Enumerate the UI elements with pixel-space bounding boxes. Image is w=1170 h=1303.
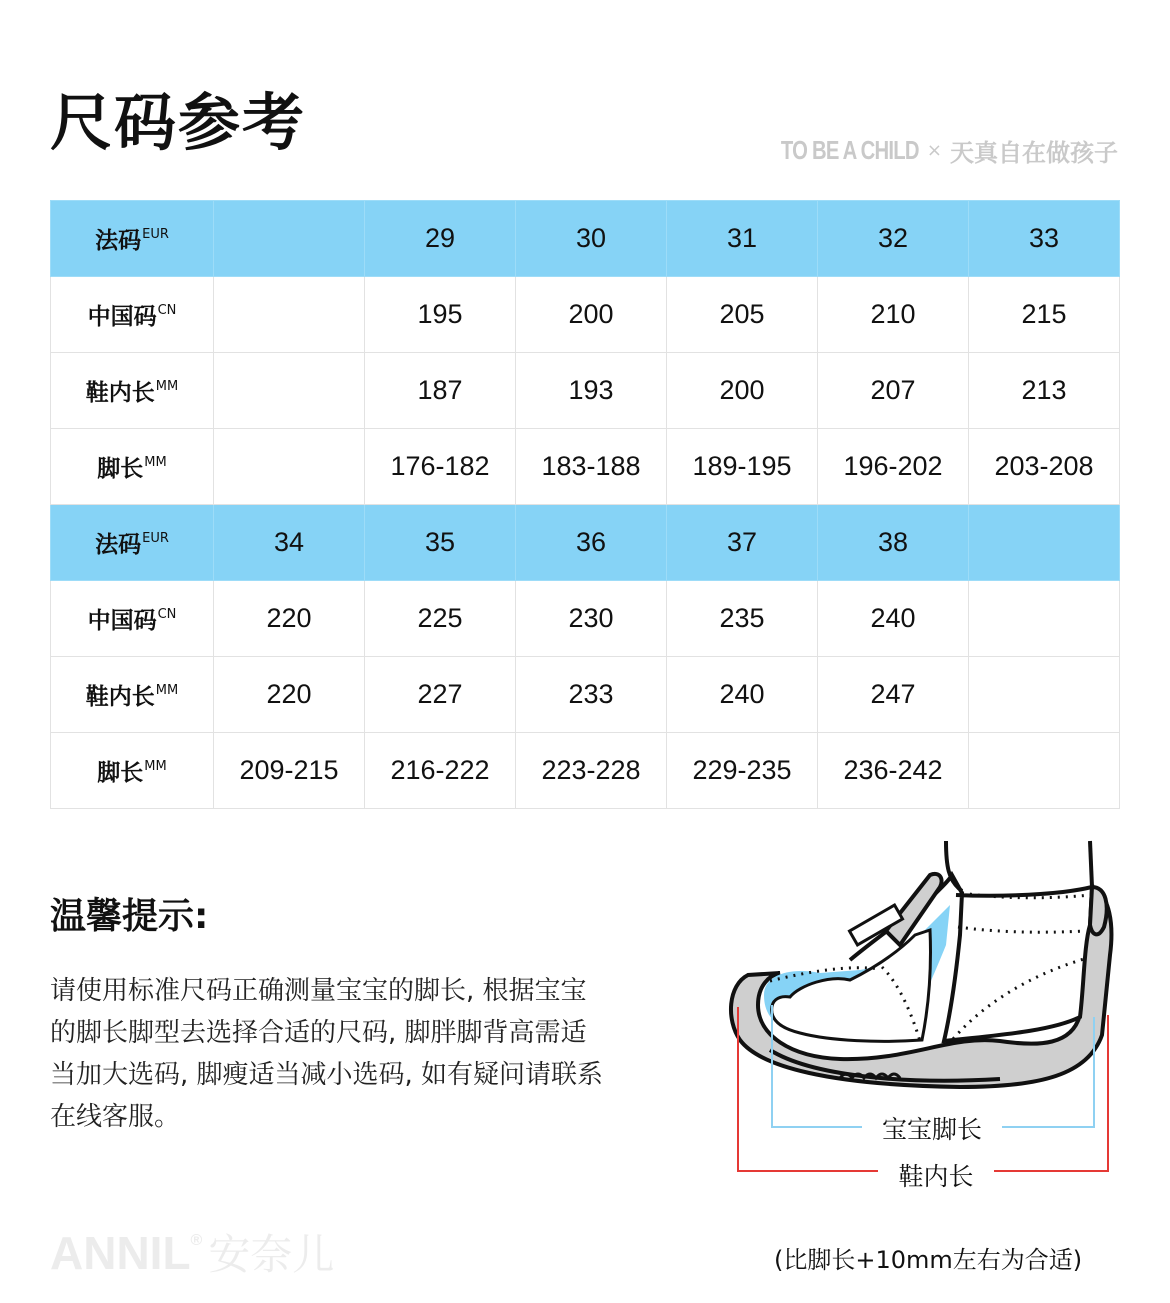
table-cell: 33 (969, 201, 1120, 277)
table-cell: 215 (969, 277, 1120, 353)
table1-foot-row (51, 429, 1120, 505)
table-cell: 210 (818, 277, 969, 353)
table1-cn-row (51, 277, 1120, 353)
slogan-separator: × (926, 140, 942, 161)
table-cell: 203-208 (969, 429, 1120, 505)
size-chart-table (50, 200, 1120, 809)
tips-body: 请使用标准尺码正确测量宝宝的脚长, 根据宝宝的脚长脚型去选择合适的尺码, 脚胖脚背高需适当加大选码, 脚瘦适当减小选码, 如有疑问请联系在线客服。 (50, 976, 604, 1132)
table-cell: 32 (818, 201, 969, 277)
table-cell (214, 429, 365, 505)
row-label-foot: 脚长$^{MM}$ (51, 429, 214, 505)
table-cell: 205 (667, 277, 818, 353)
tips-title: 温馨提示: (50, 896, 209, 937)
table-cell: 235 (667, 581, 818, 657)
table-cell: 30 (516, 201, 667, 277)
table-cell: 187 (365, 353, 516, 429)
table2-cn-row (51, 581, 1120, 657)
foot-length-label: 宝宝脚长 (862, 1110, 1002, 1146)
table-cell: 230 (516, 581, 667, 657)
table-cell: 37 (667, 505, 818, 581)
table2-inner-row (51, 657, 1120, 733)
table-cell: 247 (818, 657, 969, 733)
table-cell: 196-202 (818, 429, 969, 505)
table-cell: 195 (365, 277, 516, 353)
table-cell: 225 (365, 581, 516, 657)
table-cell: 227 (365, 657, 516, 733)
table-cell: 209-215 (214, 733, 365, 809)
table-cell: 200 (516, 277, 667, 353)
table-cell: 34 (214, 505, 365, 581)
fit-note: (比脚长+10mm左右为合适) (774, 1246, 1083, 1274)
table-cell: 223-228 (516, 733, 667, 809)
table-cell: 35 (365, 505, 516, 581)
table-cell: 240 (667, 657, 818, 733)
table-cell: 189-195 (667, 429, 818, 505)
table-cell (969, 657, 1120, 733)
table-cell: 216-222 (365, 733, 516, 809)
page-title: 尺码参考 (50, 86, 307, 159)
table-cell: 240 (818, 581, 969, 657)
table2-eur-row (51, 505, 1120, 581)
row-label-eur: 法码$^{EUR}$ (51, 201, 214, 277)
slogan-en: TO BE A CHILD (781, 135, 919, 165)
table-cell: 183-188 (516, 429, 667, 505)
row-label-cn: 中国码$^{CN}$ (51, 277, 214, 353)
table-cell: 220 (214, 581, 365, 657)
table-cell: 38 (818, 505, 969, 581)
table-cell: 29 (365, 201, 516, 277)
table-cell: 229-235 (667, 733, 818, 809)
table-cell: 213 (969, 353, 1120, 429)
brand-name-en: ANNIL (50, 1227, 191, 1279)
table-cell: 233 (516, 657, 667, 733)
slogan-cn: 天真自在做孩子 (950, 139, 1118, 167)
table-cell (214, 353, 365, 429)
table1-eur-row (51, 201, 1120, 277)
table-cell (214, 277, 365, 353)
table-cell: 207 (818, 353, 969, 429)
table-cell (214, 201, 365, 277)
table-cell: 193 (516, 353, 667, 429)
table-cell: 220 (214, 657, 365, 733)
row-label-inner: 鞋内长$^{MM}$ (51, 657, 214, 733)
brand-logo (50, 1222, 334, 1282)
table-cell: 31 (667, 201, 818, 277)
table-cell (969, 733, 1120, 809)
brand-name-cn: 安奈儿 (208, 1230, 335, 1279)
table-cell: 36 (516, 505, 667, 581)
table-cell: 200 (667, 353, 818, 429)
table-cell (969, 505, 1120, 581)
table-cell: 176-182 (365, 429, 516, 505)
table2-foot-row (51, 733, 1120, 809)
row-label-cn: 中国码$^{CN}$ (51, 581, 214, 657)
inner-length-label: 鞋内长 (878, 1157, 994, 1193)
row-label-eur: 法码$^{EUR}$ (51, 505, 214, 581)
row-label-foot: 脚长$^{MM}$ (51, 733, 214, 809)
registered-mark: ® (190, 1232, 203, 1249)
slogan (742, 133, 1118, 168)
table1-inner-row (51, 353, 1120, 429)
table-cell: 236-242 (818, 733, 969, 809)
table-cell (969, 581, 1120, 657)
row-label-inner: 鞋内长$^{MM}$ (51, 353, 214, 429)
